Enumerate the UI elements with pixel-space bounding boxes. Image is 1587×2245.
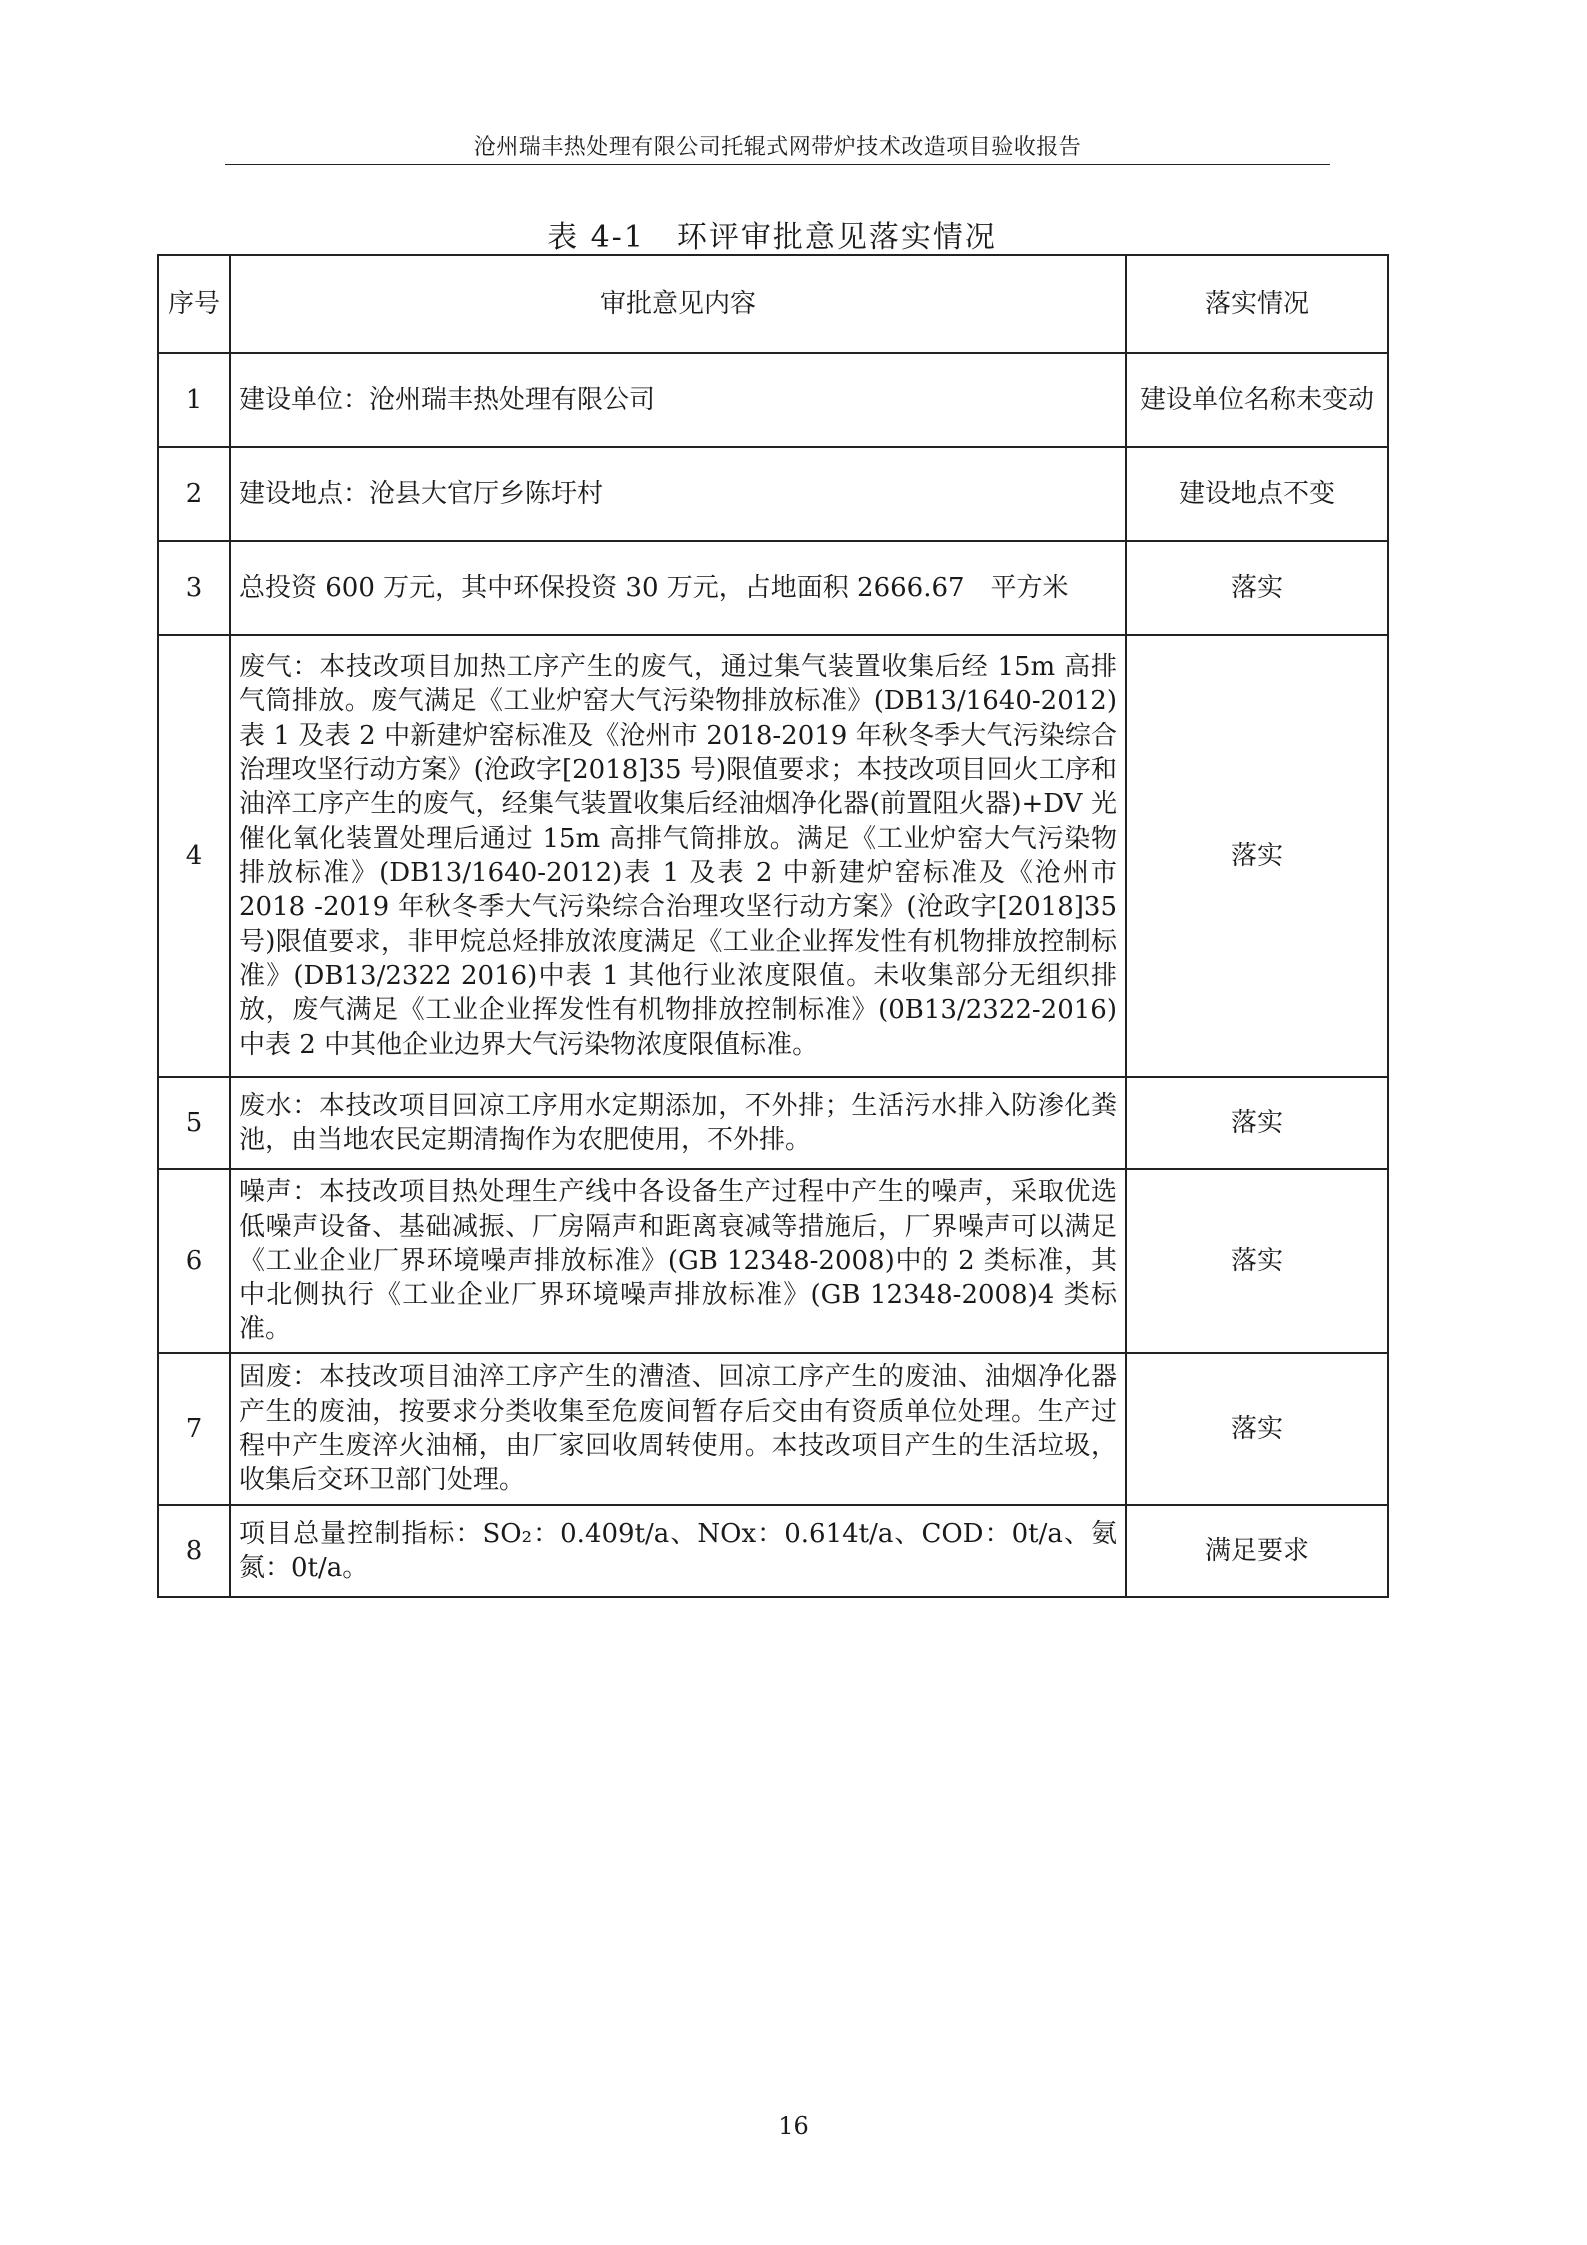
row-number: 7	[158, 1353, 230, 1505]
page-number: 16	[778, 2112, 809, 2140]
row-content: 固废：本技改项目油淬工序产生的漕渣、回凉工序产生的废油、油烟净化器产生的废油，按要求分类收集至危废间暂存后交由有资质单位处理。生产过程中产生废淬火油桶，由厂家回收周转使用。本技改项目产生的生活垃圾，收集后交环卫部门处理。	[230, 1353, 1126, 1505]
column-header-status: 落实情况	[1126, 255, 1388, 353]
table-row	[158, 1505, 1388, 1597]
row-content: 噪声：本技改项目热处理生产线中各设备生产过程中产生的噪声，采取优选低噪声设备、基础减振、厂房隔声和距离衰减等措施后，厂界噪声可以满足《工业企业厂界环境噪声排放标准》(GB 12348-2008)中的 2 类标准，其中北侧执行《工业企业厂界环境噪声排放标准》(GB 12348-2008)4 类标准。	[230, 1169, 1126, 1353]
row-status: 建设地点不变	[1126, 447, 1388, 541]
table-title: 表 4-1 环评审批意见落实情况	[547, 220, 997, 255]
report-header: 沧州瑞丰热处理有限公司托辊式网带炉技术改造项目验收报告	[473, 135, 1082, 160]
table-row	[158, 447, 1388, 541]
row-number: 6	[158, 1169, 230, 1353]
row-content: 废气：本技改项目加热工序产生的废气，通过集气装置收集后经 15m 高排气筒排放。废气满足《工业炉窑大气污染物排放标准》(DB13/1640-2012)表 1 及表 2 中新建炉窑标准及《沧州市 2018-2019 年秋冬季大气污染综合治理攻坚行动方案》(沧政字[2018]35 号)限值要求；本技改项目回火工序和油淬工序产生的废气，经集气装置收集后经油烟净化器(前置阻火器)+DV 光催化氧化装置处理后通过 15m 高排气筒排放。满足《工业炉窑大气污染物排放标准》(DB13/1640-2012)表 1 及表 2 中新建炉窑标准及《沧州市 2018 -2019 年秋冬季大气污染综合治理攻坚行动方案》(沧政字[2018]35 号)限值要求，非甲烷总烃排放浓度满足《工业企业挥发性有机物排放控制标准》(DB13/2322 2016)中表 1 其他行业浓度限值。未收集部分无组织排放，废气满足《工业企业挥发性有机物排放控制标准》(0B13/2322-2016)中表 2 中其他企业边界大气污染物浓度限值标准。	[230, 635, 1126, 1077]
approval-table	[157, 254, 1389, 1598]
table-row	[158, 635, 1388, 1077]
row-status: 落实	[1126, 635, 1388, 1077]
row-number: 5	[158, 1077, 230, 1169]
table-row	[158, 1169, 1388, 1353]
table-row	[158, 541, 1388, 635]
row-status: 落实	[1126, 1077, 1388, 1169]
column-header-content: 审批意见内容	[230, 255, 1126, 353]
row-status: 落实	[1126, 1169, 1388, 1353]
table-row	[158, 1077, 1388, 1169]
row-status: 落实	[1126, 1353, 1388, 1505]
row-number: 4	[158, 635, 230, 1077]
column-header-no: 序号	[158, 255, 230, 353]
row-status: 落实	[1126, 541, 1388, 635]
table-row	[158, 353, 1388, 447]
row-content: 总投资 600 万元，其中环保投资 30 万元，占地面积 2666.67 平方米	[230, 541, 1126, 635]
row-status: 满足要求	[1126, 1505, 1388, 1597]
row-number: 1	[158, 353, 230, 447]
row-content: 项目总量控制指标：SO₂：0.409t/a、NOx：0.614t/a、COD：0t/a、氨氮：0t/a。	[230, 1505, 1126, 1597]
row-content: 废水：本技改项目回凉工序用水定期添加，不外排；生活污水排入防渗化粪池，由当地农民定期清掏作为农肥使用，不外排。	[230, 1077, 1126, 1169]
header-divider	[225, 164, 1330, 165]
row-status: 建设单位名称未变动	[1126, 353, 1388, 447]
table-row	[158, 1353, 1388, 1505]
row-number: 8	[158, 1505, 230, 1597]
row-content: 建设单位：沧州瑞丰热处理有限公司	[230, 353, 1126, 447]
table-header-row	[158, 255, 1388, 353]
row-content: 建设地点：沧县大官厅乡陈圩村	[230, 447, 1126, 541]
row-number: 3	[158, 541, 230, 635]
row-number: 2	[158, 447, 230, 541]
